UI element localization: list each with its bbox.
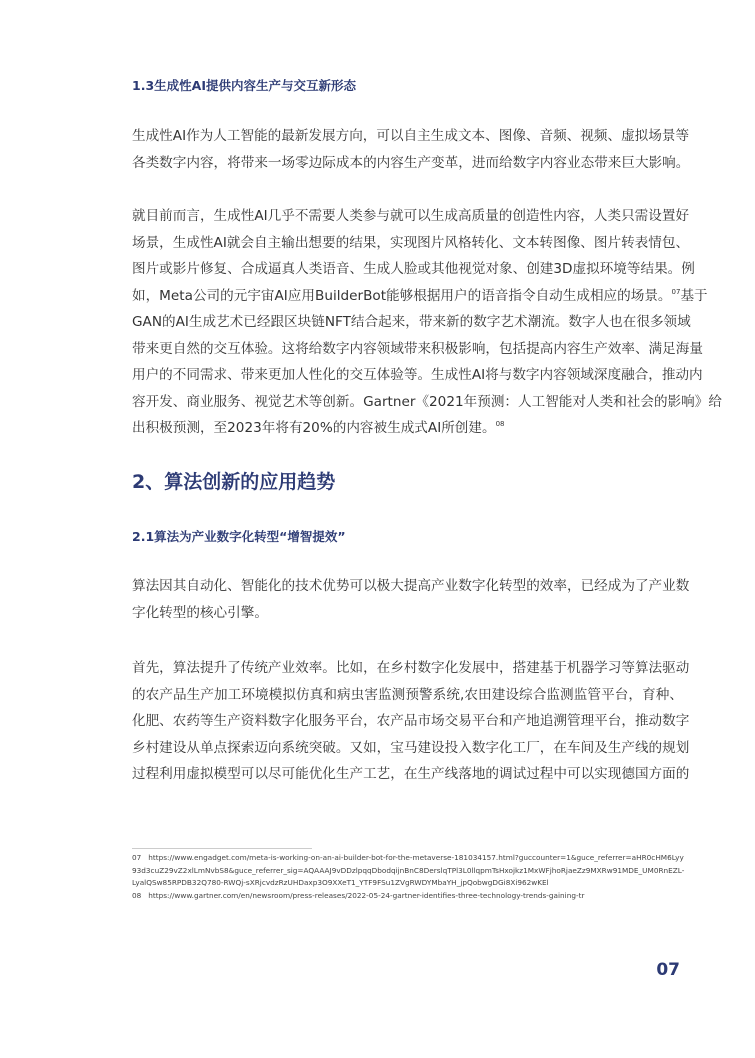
footnote-line	[132, 852, 692, 865]
footnote-08	[132, 890, 692, 903]
footnote-ref-07[interactable]: 07	[671, 287, 681, 296]
section-heading-1-3: 1.3生成性AI提供内容生产与交互新形态	[132, 78, 356, 93]
page-number: 07	[656, 960, 680, 980]
section-heading-2: 2、算法创新的应用趋势	[132, 471, 336, 493]
text-line: 带来更自然的交互体验。这将给数字内容领域带来积极影响，包括提高内容生产效率、满足海量	[132, 340, 703, 357]
text-line: 字化转型的核心引擎。	[132, 604, 268, 621]
text-line: 化肥、农药等生产资料数字化服务平台，农产品市场交易平台和产地追溯管理平台，推动数字	[132, 713, 690, 729]
text-segment: 如，Meta公司的元宇宙AI应用BuilderBot能够根据用户的语音指令自动生成相应的场景。	[132, 287, 672, 304]
paragraph-algorithm-engine	[132, 573, 690, 626]
footnote-ref-08[interactable]: 08	[495, 420, 505, 428]
text-line: 图片或影片修复、合成逼真人类语音、生成人脸或其他视觉对象、创建3D虚拟环境等结果。例	[132, 261, 695, 277]
text-segment: 出积极预测，至2023年将有20%的内容被生成式AI所创建。	[132, 420, 496, 436]
footnote-link[interactable]: 93d3cuZ29vZ2xlLmNvbS8&guce_referrer_sig=AQAAAJ9vDDzlpqqDbodqijnBnC8DerslqTPl3L0llqpmTsHxojkz1MxWFjhoRjaeZz9MXRw91MDE_UM0RnEZL-	[132, 865, 685, 875]
paragraph-generative-ai	[132, 203, 722, 442]
footnote-link[interactable]: https://www.engadget.com/meta-is-working-on-an-ai-builder-bot-for-the-metaverse-181034157.html?guccounter=1&guce_referrer=aHR0cHM6Lyy	[148, 853, 684, 862]
text-line: 的农产品生产加工环境模拟仿真和病虫害监测预警系统,农田建设综合监测监管平台，育种、	[132, 686, 683, 703]
footnote-link[interactable]: https://www.gartner.com/en/newsroom/press-releases/2022-05-24-gartner-identifies-three-technology-trends-gaining-tr	[148, 890, 585, 900]
text-segment: 基于	[680, 287, 708, 304]
text-line: 场景，生成性AI就会自主输出想要的结果，实现图片风格转化、文本转图像、图片转表情包、	[132, 234, 690, 251]
footnote-link[interactable]: LyalQSw85RPDB32Q780-RWQj-sXRjcvdzRzUHDaxp3O9XXeT1_YTF9FSu1ZVgRWDYMbaYH_jpQobwgDGi8Xi962wKEl	[132, 878, 549, 887]
section-heading-2-1: 2.1算法为产业数字化转型“增智提效”	[132, 529, 346, 544]
text-line	[132, 283, 708, 310]
footnote-number: 08	[132, 890, 142, 900]
text-line: 乡村建设从单点探索迈向系统突破。又如，宝马建设投入数字化工厂，在车间及生产线的规划	[132, 739, 690, 756]
paragraph-intro	[132, 123, 690, 176]
text-line: 各类数字内容，将带来一场零边际成本的内容生产变革，进而给数字内容业态带来巨大影响。	[132, 154, 690, 171]
text-line	[132, 415, 683, 442]
text-line: 算法因其自动化、智能化的技术优势可以极大提高产业数字化转型的效率，已经成为了产业数	[132, 578, 690, 594]
footnote-07	[132, 852, 692, 902]
text-line: 用户的不同需求、带来更加人性化的交互体验等。生成性AI将与数字内容领域深度融合，推动内	[132, 367, 703, 383]
text-line: 过程利用虚拟模型可以尽可能优化生产工艺，在生产线落地的调试过程中可以实现德国方面的	[132, 766, 690, 782]
footnote-number: 07	[132, 853, 142, 862]
text-line: 生成性AI作为人工智能的最新发展方向，可以自主生成文本、图像、音频、视频、虚拟场景等	[132, 128, 690, 144]
paragraph-traditional-industry	[132, 655, 690, 788]
text-line: 就目前而言，生成性AI几乎不需要人类参与就可以生成高质量的创造性内容，人类只需设置好	[132, 208, 690, 224]
text-line: 容开发、商业服务、视觉艺术等创新。Gartner《2021年预测：人工智能对人类和社会的影响》给	[132, 393, 722, 410]
text-line: 首先，算法提升了传统产业效率。比如，在乡村数字化发展中，搭建基于机器学习等算法驱动	[132, 660, 690, 676]
text-line: GAN的AI生成艺术已经跟区块链NFT结合起来，带来新的数字艺术潮流。数字人也在很多领域	[132, 314, 691, 330]
footnote-divider	[132, 848, 312, 849]
